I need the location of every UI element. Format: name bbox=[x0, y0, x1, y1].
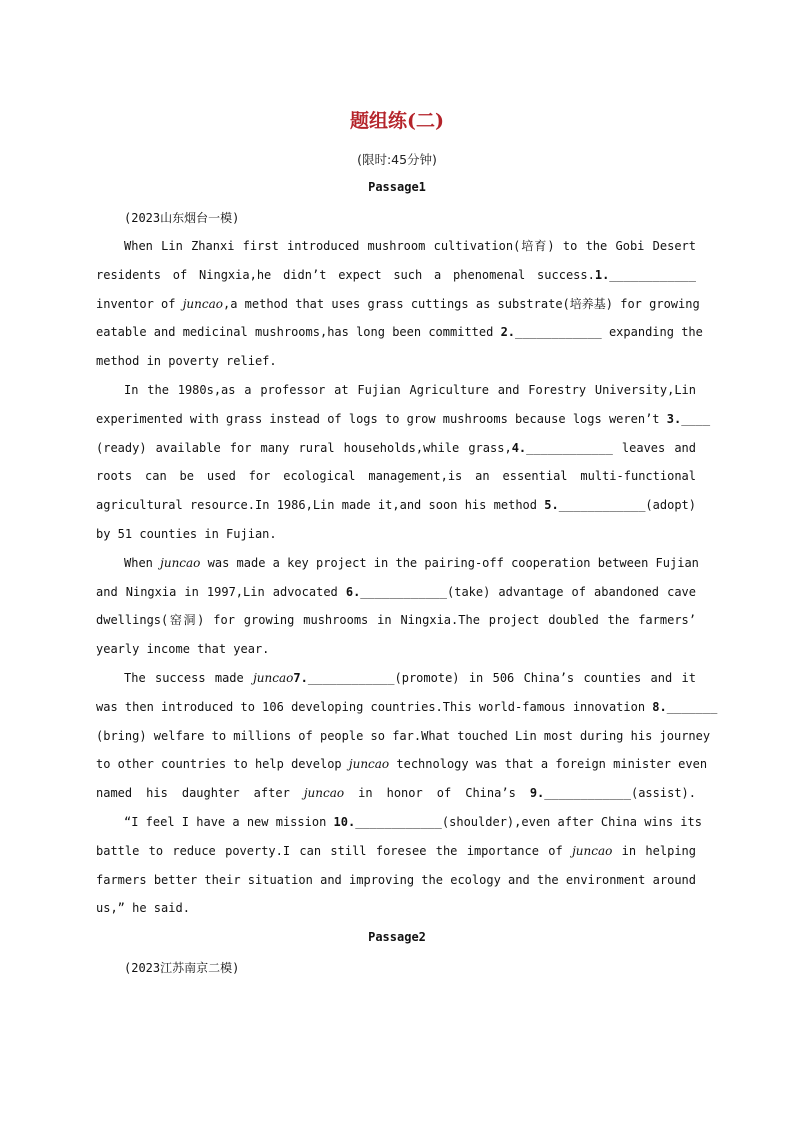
text-segment: dwellings(窑洞) for growing mushrooms in Ningxia.The project doubled the farmers’ bbox=[96, 613, 696, 628]
blank-number: 6. bbox=[345, 584, 361, 599]
text-segment: in helping bbox=[612, 843, 696, 858]
passage1-line bbox=[124, 382, 696, 398]
italic-term: juncao bbox=[160, 555, 201, 570]
passage1-line bbox=[96, 584, 696, 600]
passage1-line bbox=[124, 814, 702, 830]
passage1-line bbox=[96, 440, 696, 456]
page-title: 题组练(二) bbox=[350, 110, 444, 132]
italic-term: juncao bbox=[253, 671, 294, 685]
text-segment: (bring) welfare to millions of people so far.What touched Lin most during his journey bbox=[96, 728, 711, 743]
text-segment: in honor of China’s bbox=[344, 786, 530, 801]
text-segment: “I feel I have a new mission bbox=[124, 815, 334, 829]
text-segment: roots can be used for ecological management,is an essential multi-functional bbox=[96, 469, 696, 484]
passage1-line bbox=[96, 267, 696, 283]
blank-number: 5. bbox=[544, 498, 559, 513]
italic-term: juncao bbox=[348, 757, 390, 772]
text-segment: ____________(adopt) bbox=[558, 498, 696, 513]
passage1-source: (2023山东烟台一模) bbox=[124, 211, 240, 225]
passage1-line bbox=[96, 468, 696, 484]
text-segment: ____________(promote) in 506 China’s counties and it bbox=[307, 671, 696, 685]
text-segment: ____________(take) advantage of abandoned cave bbox=[360, 584, 696, 599]
blank-number: 10. bbox=[333, 815, 356, 829]
text-segment: ____________ expanding the bbox=[515, 325, 703, 340]
text-segment: to other countries to help develop bbox=[96, 757, 349, 772]
text-segment: inventor of bbox=[96, 296, 183, 311]
text-segment: residents of Ningxia,he didn’t expect such a phenomenal success. bbox=[96, 267, 595, 282]
text-segment: In the 1980s,as a professor at Fujian Agriculture and Forestry University,Lin bbox=[124, 383, 696, 397]
text-segment: yearly income that year. bbox=[96, 642, 270, 657]
text-segment: battle to reduce poverty.I can still foresee the importance of bbox=[96, 843, 573, 858]
passage1-line bbox=[96, 411, 711, 427]
passage1-line bbox=[124, 238, 696, 254]
text-segment: ____________(assist). bbox=[544, 786, 696, 801]
text-segment: us,” he said. bbox=[96, 901, 190, 916]
passage1-line bbox=[96, 296, 700, 312]
passage1-line bbox=[96, 785, 696, 801]
blank-number: 3. bbox=[666, 411, 682, 426]
text-segment: ,a method that uses grass cuttings as substrate(培养基) for growing bbox=[222, 296, 700, 311]
text-segment: method in poverty relief. bbox=[96, 354, 277, 369]
text-segment: ____ bbox=[681, 411, 711, 426]
text-segment: When Lin Zhanxi first introduced mushroom cultivation(培育) to the Gobi Desert bbox=[124, 239, 696, 253]
passage1-line bbox=[96, 353, 696, 369]
text-segment: experimented with grass instead of logs to grow mushrooms because logs weren’t bbox=[96, 411, 667, 426]
blank-number: 4. bbox=[511, 440, 527, 455]
passage1-line bbox=[96, 843, 696, 859]
text-segment: _______ bbox=[666, 699, 718, 714]
passage1-line bbox=[96, 872, 696, 888]
text-segment: technology was that a foreign minister even bbox=[389, 757, 708, 772]
passage2-heading: Passage2 bbox=[368, 930, 426, 944]
blank-number: 1. bbox=[594, 267, 610, 282]
text-segment: The success made bbox=[124, 671, 254, 685]
text-segment: When bbox=[124, 555, 161, 570]
text-segment: and Ningxia in 1997,Lin advocated bbox=[96, 584, 346, 599]
blank-number: 2. bbox=[500, 325, 516, 340]
text-segment: was made a key project in the pairing-off cooperation between Fujian bbox=[200, 555, 699, 570]
time-limit: (限时:45分钟) bbox=[357, 152, 437, 167]
passage1-line bbox=[124, 555, 699, 571]
passage1-line bbox=[124, 670, 696, 686]
text-segment: was then introduced to 106 developing countries.This world-famous innovation bbox=[96, 699, 653, 714]
passage1-line bbox=[96, 612, 696, 628]
italic-term: juncao bbox=[303, 786, 345, 801]
passage1-line bbox=[96, 526, 696, 542]
text-segment: eatable and medicinal mushrooms,has long been committed bbox=[96, 325, 501, 340]
passage1-line bbox=[96, 324, 703, 340]
passage1-line bbox=[96, 699, 718, 715]
text-segment: by 51 counties in Fujian. bbox=[96, 527, 277, 541]
text-segment: farmers better their situation and improving the ecology and the environment around bbox=[96, 872, 696, 887]
text-segment: ____________ bbox=[609, 267, 696, 282]
passage1-line bbox=[96, 900, 696, 916]
passage1-line bbox=[96, 728, 711, 744]
blank-number: 7. bbox=[293, 671, 308, 685]
passage2-source: (2023江苏南京二模) bbox=[124, 961, 240, 975]
text-segment: (ready) available for many rural households,while grass, bbox=[96, 440, 512, 455]
italic-term: juncao bbox=[572, 843, 613, 858]
text-segment: ____________ leaves and bbox=[526, 440, 697, 455]
text-segment: named his daughter after bbox=[96, 786, 304, 801]
text-segment: agricultural resource.In 1986,Lin made it,and soon his method bbox=[96, 498, 545, 513]
italic-term: juncao bbox=[182, 296, 223, 311]
blank-number: 8. bbox=[652, 699, 667, 714]
passage1-line bbox=[96, 756, 708, 772]
passage1-line bbox=[96, 497, 696, 513]
passage1-line bbox=[96, 641, 696, 657]
passage1-heading: Passage1 bbox=[368, 180, 426, 194]
blank-number: 9. bbox=[529, 786, 545, 801]
text-segment: ____________(shoulder),even after China wins its bbox=[355, 815, 702, 829]
